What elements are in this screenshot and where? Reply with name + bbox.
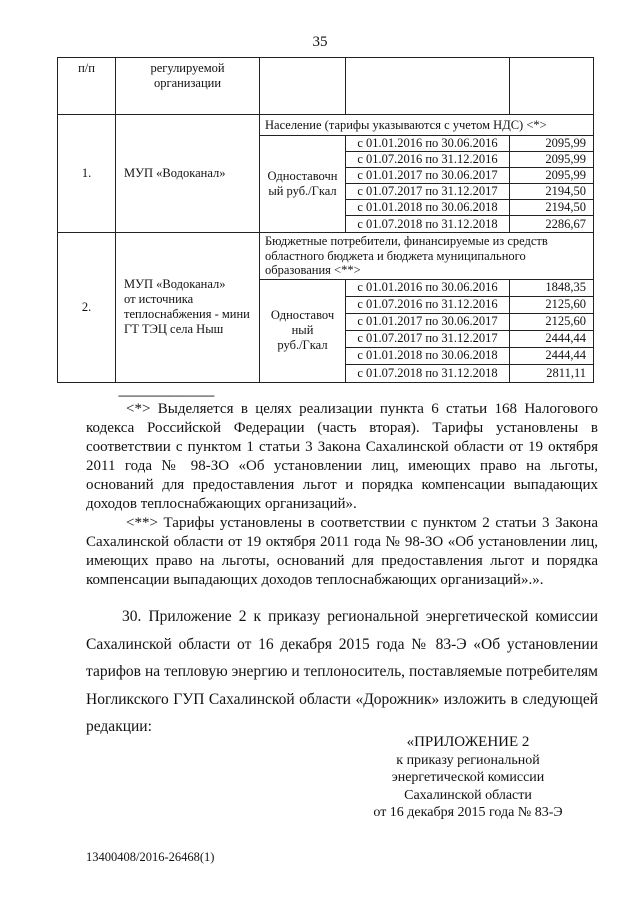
tariff-unit xyxy=(260,279,346,382)
header-organization-cell xyxy=(116,58,260,115)
tariff-value: 2444,44 xyxy=(510,347,594,364)
organization-name xyxy=(116,233,260,383)
tariff-value: 2125,60 xyxy=(510,296,594,313)
consumer-group-line: областного бюджета и бюджета муниципального xyxy=(265,248,526,263)
clause-30 xyxy=(86,603,598,741)
tariff-period: с 01.01.2017 по 30.06.2017 xyxy=(346,168,510,184)
appendix-line: энергетической комиссии xyxy=(391,770,545,785)
tariff-period: с 01.07.2017 по 31.12.2017 xyxy=(346,330,510,347)
tariff-value: 2194,50 xyxy=(510,200,594,216)
row-number: 2. xyxy=(58,233,116,383)
tariff-period: с 01.01.2018 по 30.06.2018 xyxy=(346,347,510,364)
tariff-value: 2444,44 xyxy=(510,330,594,347)
header-empty-cell xyxy=(346,58,510,115)
tariff-value: 2095,99 xyxy=(510,136,594,152)
appendix-line: к приказу региональной xyxy=(396,752,540,768)
tariff-unit-line: Одноставоч xyxy=(270,308,335,322)
table-row xyxy=(58,115,594,136)
header-organization-line: организации xyxy=(153,76,222,90)
footnote-divider: -------------------------------- xyxy=(118,388,214,402)
organization-name-line: МУП «Водоканал» xyxy=(124,277,226,292)
document-code: 13400408/2016-26468(1) xyxy=(86,850,215,864)
page-number: 35 xyxy=(312,34,328,50)
tariff-unit-line: ый руб./Гкал xyxy=(268,184,337,198)
tariff-unit-line: Одноставочн xyxy=(267,169,338,183)
tariff-period: с 01.01.2016 по 30.06.2016 xyxy=(346,136,510,152)
footnotes xyxy=(86,400,598,590)
tariff-period: с 01.01.2016 по 30.06.2016 xyxy=(346,279,510,296)
tariff-value: 1848,35 xyxy=(510,279,594,296)
appendix-line: Сахалинской области xyxy=(404,787,532,803)
tariff-value: 2194,50 xyxy=(510,184,594,200)
consumer-group-line: образования <**> xyxy=(265,263,361,277)
organization-name-line: от источника xyxy=(124,292,194,307)
tariff-value: 2286,67 xyxy=(510,216,594,233)
organization-name-line: теплоснабжения - мини xyxy=(124,307,250,322)
header-organization-line: регулируемой xyxy=(150,61,225,75)
tariff-value: 2095,99 xyxy=(510,168,594,184)
tariff-period: с 01.07.2016 по 31.12.2016 xyxy=(346,296,510,313)
tariff-value: 2125,60 xyxy=(510,313,594,330)
table-header-row xyxy=(58,58,594,115)
header-number-cell: п/п xyxy=(58,58,116,115)
tariff-unit xyxy=(260,136,346,233)
row-number: 1. xyxy=(58,115,116,233)
tariff-table xyxy=(57,57,594,383)
tariff-period: с 01.07.2016 по 31.12.2016 xyxy=(346,152,510,168)
footnote-double-asterisk: <**> Тарифы установлены в соответствии с пунктом 2 статьи 3 Закона Сахалинской области от 19 октября 2011 года № 98-ЗО «Об установлении лиц, имеющих право на льготы, оснований для предоставления льгот и порядка компенсации выпадающих доходов теплоснабжающих организаций».». xyxy=(86,515,598,588)
consumer-group-line: Бюджетные потребители, финансируемые из средств xyxy=(265,234,548,248)
tariff-period: с 01.07.2017 по 31.12.2017 xyxy=(346,184,510,200)
table-row xyxy=(58,233,594,280)
tariff-value: 2095,99 xyxy=(510,152,594,168)
appendix-heading xyxy=(338,734,598,822)
tariff-period: с 01.07.2018 по 31.12.2018 xyxy=(346,364,510,382)
consumer-group: Население (тарифы указываются с учетом НДС) <*> xyxy=(260,115,594,136)
tariff-period: с 01.01.2018 по 30.06.2018 xyxy=(346,200,510,216)
header-empty-cell xyxy=(260,58,346,115)
clause-text: 30. Приложение 2 к приказу региональной энергетической комиссии Сахалинской области от 16 декабря 2015 года № 83-Э «Об установлении тарифов на тепловую энергию и теплоноситель, поставляемые потребителям Ногликского ГУП Сахалинской области «Дорожник» изложить в следующей редакции: xyxy=(86,608,598,735)
tariff-period: с 01.01.2017 по 30.06.2017 xyxy=(346,313,510,330)
organization-name-line: ГТ ТЭЦ села Ныш xyxy=(124,322,224,337)
organization-name: МУП «Водоканал» xyxy=(116,115,260,233)
footnote-single-asterisk: <*> Выделяется в целях реализации пункта 6 статьи 168 Налогового кодекса Российской Федерации (часть вторая). Тарифы установлены в соответствии с пунктом 1 статьи 3 Закона Сахалинской области от 19 октября 2011 года № 98-ЗО «Об установлении лиц, имеющих право на льготы, оснований для предоставления льгот и порядка компенсации выпадающих доходов теплоснабжающих организаций». xyxy=(86,401,598,512)
appendix-line: от 16 декабря 2015 года № 83-Э xyxy=(373,805,563,820)
tariff-unit-line: ный xyxy=(291,323,314,337)
tariff-period: с 01.07.2018 по 31.12.2018 xyxy=(346,216,510,233)
tariff-value: 2811,11 xyxy=(510,364,594,382)
header-empty-cell xyxy=(510,58,594,115)
appendix-title: «ПРИЛОЖЕНИЕ 2 xyxy=(406,734,530,750)
consumer-group xyxy=(260,233,594,280)
tariff-unit-line: руб./Гкал xyxy=(277,338,328,352)
